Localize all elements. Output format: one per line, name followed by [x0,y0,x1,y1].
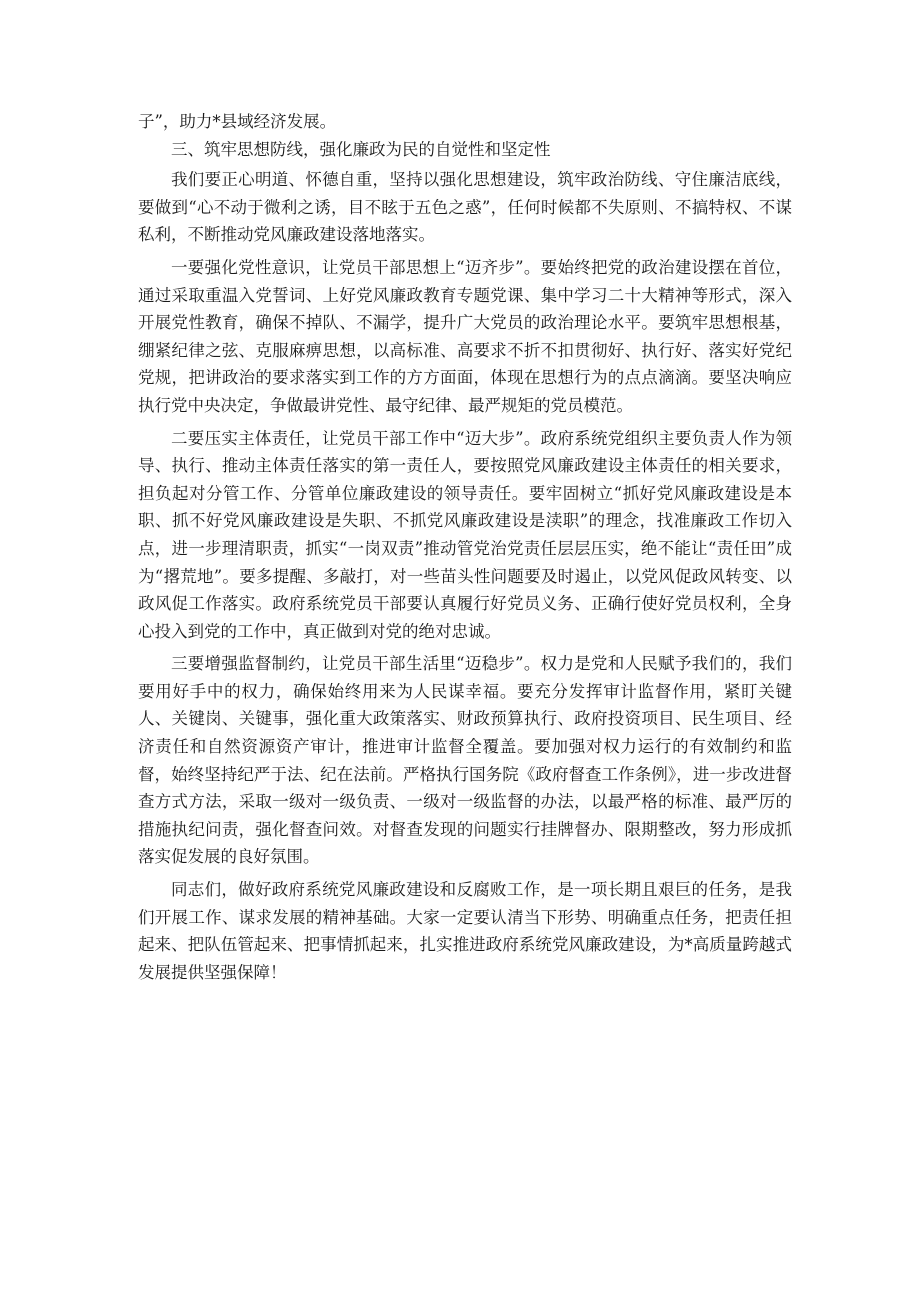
document-page [138,108,792,986]
paragraph-point-two: 二要压实主体责任，让党员干部工作中“迈大步”。政府系统党组织主要负责人作为领导、执行、推动主体责任落实的第一责任人，要按照党风廉政建设主体责任的相关要求，担负起对分管工作、分管单位廉政建设的领导责任。要牢固树立“抓好党风廉政建设是本职、抓不好党风廉政建设是失职、不抓党风廉政建设是渎职”的理念，找准廉政工作切入点，进一步理清职责，抓实“一岗双责”推动管党治党责任层层压实，绝不能让“责任田”成为“撂荒地”。要多提醒、多敲打，对一些苗头性问题要及时遏止，以党风促政风转变、以政风促工作落实。政府系统党员干部要认真履行好党员义务、正确行使好党员权利，全身心投入到党的工作中，真正做到对党的绝对忠诚。 [138,428,792,641]
paragraph-point-one: 一要强化党性意识，让党员干部思想上“迈齐步”。要始终把党的政治建设摆在首位，通过采取重温入党誓词、上好党风廉政教育专题党课、集中学习二十大精神等形式，深入开展党性教育，确保不掉队、不漏学，提升广大党员的政治理论水平。要筑牢思想根基，绷紧纪律之弦、克服麻痹思想，以高标准、高要求不折不扣贯彻好、执行好、落实好党纪党规，把讲政治的要求落实到工作的方方面面，体现在思想行为的点点滴滴。要坚决响应执行党中央决定，争做最讲党性、最守纪律、最严规矩的党员模范。 [138,257,792,415]
section-heading: 三、筑牢思想防线，强化廉政为民的自觉性和坚定性 [171,139,551,159]
paragraph-conclusion: 同志们，做好政府系统党风廉政建设和反腐败工作，是一项长期且艰巨的任务，是我们开展工作、谋求发展的精神基础。大家一定要认清当下形势、明确重点任务，把责任担起来、把队伍管起来、把事情抓起来，扎实推进政府系统党风廉政建设，为*高质量跨越式发展提供坚强保障！ [138,880,792,982]
paragraph-intro: 我们要正心明道、怀德自重，坚持以强化思想建设，筑牢政治防线、守住廉洁底线，要做到“心不动于微利之诱，目不眩于五色之惑”，任何时候都不失原则、不搞特权、不谋私利，不断推动党风廉政建设落地落实。 [138,170,792,245]
paragraph-point-three: 三要增强监督制约，让党员干部生活里“迈稳步”。权力是党和人民赋予我们的，我们要用好手中的权力，确保始终用来为人民谋幸福。要充分发挥审计监督作用，紧盯关键人、关键岗、关键事，强化重大政策落实、财政预算执行、政府投资项目、民生项目、经济责任和自然资源资产审计，推进审计监督全覆盖。要加强对权力运行的有效制约和监督，始终坚持纪严于法、纪在法前。严格执行国务院《政府督查工作条例》，进一步改进督查方式方法，采取一级对一级负责、一级对一级监督的办法，以最严格的标准、最严厉的措施执纪问责，强化督查问效。对督查发现的问题实行挂牌督办、限期整改，努力形成抓落实促发展的良好氛围。 [138,654,792,867]
continuation-text: 子”，助力*县域经济发展。 [138,112,337,131]
